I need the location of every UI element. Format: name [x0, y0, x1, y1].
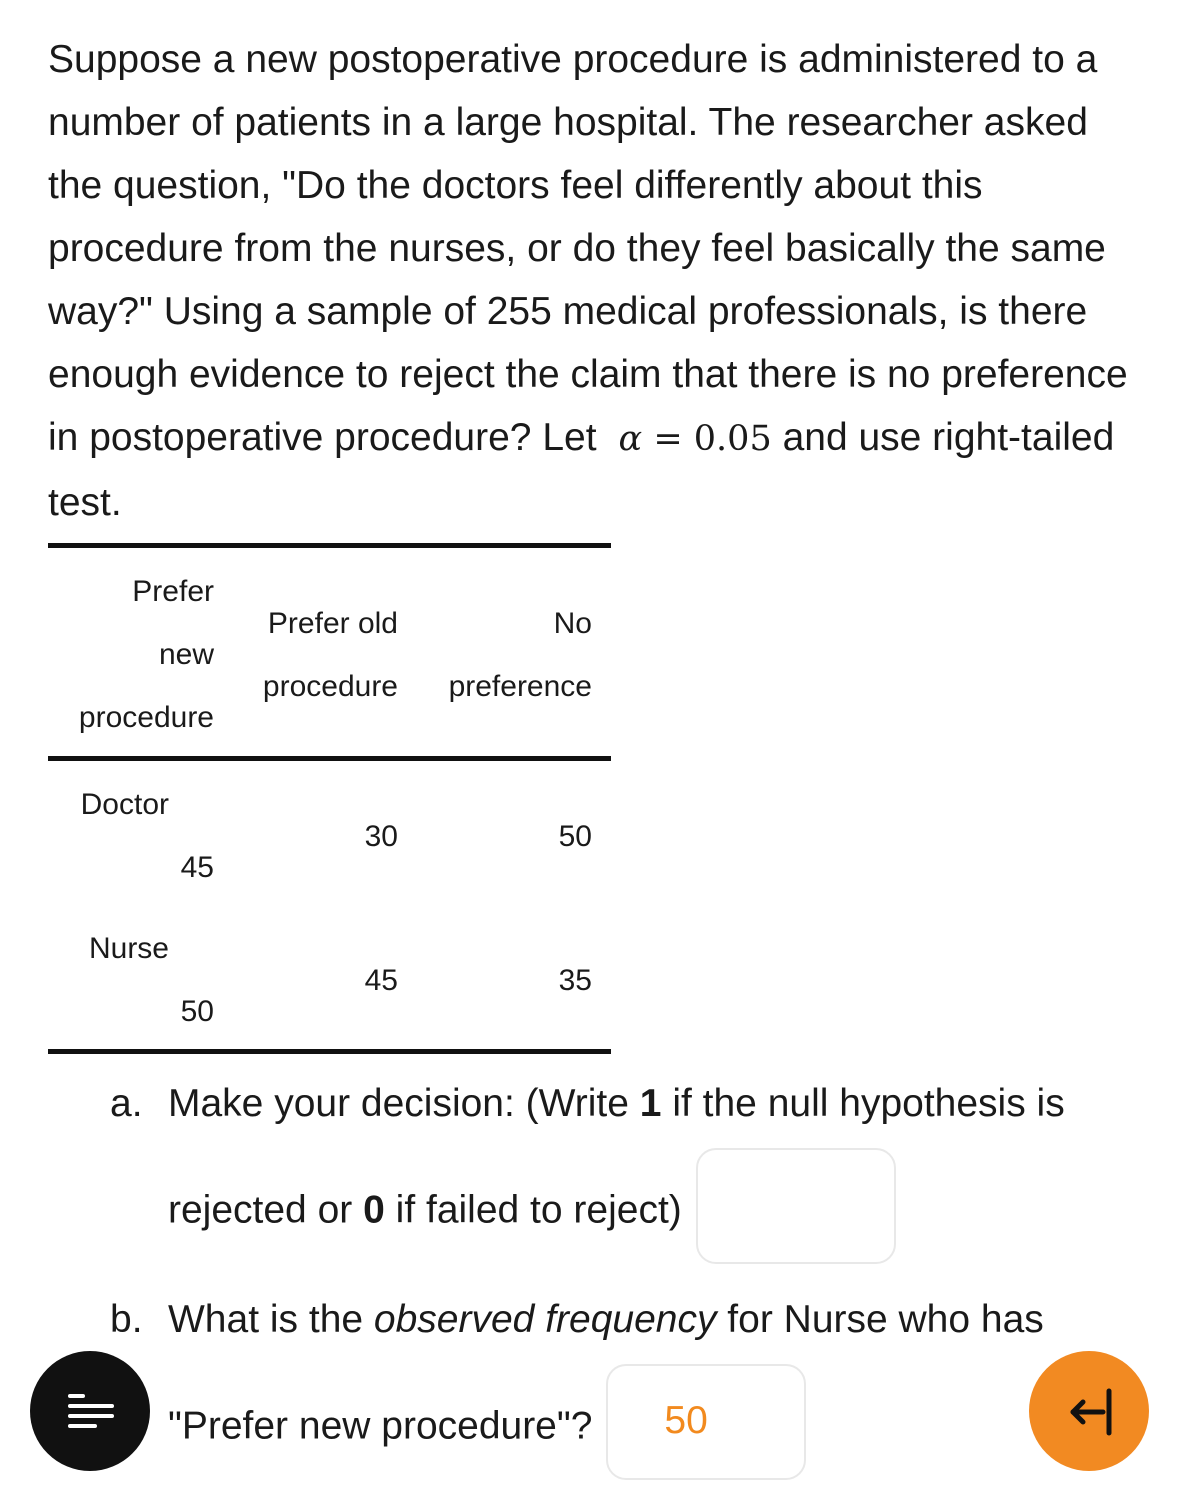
alpha-value: 0.05: [693, 419, 772, 459]
answer-input-b[interactable]: [606, 1364, 806, 1480]
header-prefer-old-line2: procedure: [262, 670, 398, 703]
menu-button[interactable]: [30, 1351, 150, 1471]
table-top-rule: [48, 543, 611, 548]
cell-doctor-prefer-new: 45: [180, 851, 214, 884]
item-b-text: [168, 1270, 1160, 1486]
header-prefer-old-line1: Prefer old: [267, 607, 398, 640]
enter-arrow-icon: [1029, 1351, 1149, 1471]
header-no-preference-line1: No: [553, 607, 592, 640]
table-header-rule: [48, 756, 611, 761]
item-a-post: if failed to reject): [384, 1188, 682, 1232]
cell-nurse-prefer-old: 45: [364, 964, 398, 997]
header-prefer-new-line1: Prefer: [132, 575, 214, 608]
cell-nurse-no-preference: 35: [558, 964, 592, 997]
header-prefer-new-line3: procedure: [78, 701, 214, 734]
menu-lines-icon: [30, 1351, 150, 1471]
cell-nurse-prefer-new: 50: [180, 995, 214, 1028]
item-b-marker: b.: [110, 1298, 143, 1341]
question-body: Suppose a new postoperative procedure is administered to a number of patients in a large hospital. The researcher asked the question, "Do the doctors feel differently about this procedure from the nurses, or do they feel basically the same way?" Using a sample of 255 medical professionals, is there enough evidence to reject the claim that there is no preference in postoperative procedure?: [48, 38, 1128, 459]
equals-sign: =: [653, 419, 683, 459]
let-word: Let: [542, 416, 597, 459]
header-prefer-old: [263, 592, 398, 718]
header-prefer-new-line2: new: [158, 638, 214, 671]
alpha-symbol: α: [618, 419, 643, 459]
header-no-preference-line2: preference: [448, 670, 592, 703]
item-a-marker: a.: [110, 1082, 143, 1125]
item-a: [110, 1054, 1160, 1270]
item-a-pre: Make your decision: (Write: [168, 1082, 640, 1125]
item-a-bold-one: 1: [639, 1082, 662, 1125]
test-type: and use right-tailed test.: [48, 416, 1115, 524]
cell-doctor-no-preference: 50: [558, 820, 592, 853]
row-label-nurse: Nurse: [88, 932, 169, 965]
item-a-mid: if the null hypothesis is rejected or: [168, 1082, 1065, 1232]
answer-input-a[interactable]: [696, 1148, 896, 1264]
question-items: [110, 1054, 1160, 1486]
question-text: [48, 28, 1148, 534]
item-b: [110, 1270, 1160, 1486]
item-b-pre: What is the: [168, 1298, 374, 1341]
answer-value-b: 50: [664, 1399, 708, 1442]
item-a-bold-zero: 0: [363, 1188, 385, 1232]
item-b-post: for Nurse who has "Prefer new procedure"?: [168, 1298, 1044, 1448]
header-no-preference: [449, 592, 592, 718]
enter-button[interactable]: [1029, 1351, 1149, 1471]
alpha-expression: [607, 419, 771, 459]
row-label-doctor: Doctor: [80, 788, 169, 821]
header-prefer-new: [79, 560, 214, 749]
item-a-text: [168, 1054, 1160, 1270]
item-b-emphasis: observed frequency: [373, 1298, 717, 1341]
cell-doctor-prefer-old: 30: [364, 820, 398, 853]
